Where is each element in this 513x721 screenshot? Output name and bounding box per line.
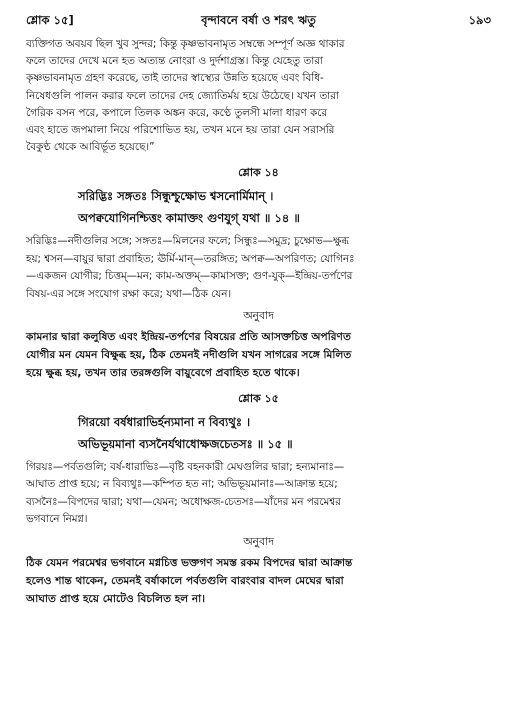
verse-14-translation-heading: অনুবাদ: [243, 309, 274, 323]
verse-15-translation-heading: অনুবাদ: [243, 534, 274, 548]
verse-14-title: শ্লোক ১৪: [238, 166, 279, 180]
verse-15-synonyms: গিরয়ঃ—পর্বতগুলি; বর্ষ-ধারাভিঃ—বৃষ্টি বহনকারী মেঘগুলির দ্বারা; হন্যমানাঃ— আঘাত প্রাপ্ত হয়ে; ন বিব্যথুঃ—কম্পিত হত না; অভিভূয়মানাঃ—আক্রান্ত হয়ে; ব্যসনৈঃ—বিপদের দ্বারা; যথা—যেমন; অধোক্ষজ-চেতসঃ—যাঁদের মন পরমেশ্বর ভগবানে নিমগ্ন।: [26, 461, 345, 526]
verse-15-title: শ্লোক ১৫: [238, 392, 279, 406]
verse-15-translation: ঠিক যেমন পরমেশ্বর ভগবানে মগ্নচিত্ত ভক্তগণ সমস্ত রকম বিপদের দ্বারা আক্রান্ত হলেও শান্ত থাকেন, তেমনই বর্ষাকালে পর্বতগুলি বারংবার বাদল মেঘের দ্বারা আঘাত প্রাপ্ত হয়ে মোটেও বিচলিত হল না।: [26, 556, 353, 605]
verse-14-translation: কামনার দ্বারা কলুষিত এবং ইন্দ্রিয়-তর্পণের বিষয়ের প্রতি আসক্তচিত্ত অপরিণত যোগীর মন যেমন বিক্ষুব্ধ হয়, ঠিক তেমনই নদীগুলি যখন সাগরের সঙ্গে মিলিত হয়ে ক্ষুব্ধ হয়, তখন তার তরঙ্গগুলি বায়ুবেগে প্রবাহিত হতে থাকে।: [26, 331, 352, 380]
page-number: ১৯৩: [468, 13, 491, 27]
verse-15-text: গিরয়ো বর্ষধারাভির্হন্যমানা ন বিব্যথুঃ । অভিভূয়মানা ব্যসনৈর্যথাধোক্ষজচেতসঃ ॥ ১৫ ॥: [78, 415, 293, 452]
chapter-title: বৃন্দাবনে বর্ষা ও শরৎ ঋতু: [201, 13, 316, 27]
verse-14-text: সরিদ্ভিঃ সঙ্গতঃ সিন্ধুশ্চুক্ষোভ শ্বসনোর্মিমান্ । অপক্বযোগিনশ্চিত্তং কামাক্তং গুণযুগ্ যথা ॥ ১৪ ॥: [78, 189, 300, 226]
purport-paragraph: ব্যক্তিগত অবয়ব ছিল খুব সুন্দর; কিন্তু কৃষ্ণভাবনামৃত সম্বন্ধে সম্পূর্ণ অজ্ঞ থাকার ফলে তাদের দেখে মনে হত অত্যন্ত নোংরা ও দুর্দশাগ্রস্ত। কিন্তু যেহেতু তারা কৃষ্ণভাবনামৃত গ্রহণ করেছে, তাই তাদের স্বাস্থ্যের উন্নতি হয়েছে এবং বিধি- নিষেধগুলি পালন করার ফলে তাদের দেহ জ্যোতির্ময় হয়ে উঠেছে। যখন তারা গৈরিক বসন পরে, কপালে তিলক অঙ্কন করে, কণ্ঠে তুলসী মালা ধারণ করে এবং হাতে জপমালা নিয়ে পরিশোভিত হয়, তখন মনে হয় তারা যেন সরাসরি বৈকুণ্ঠ থেকে আবির্ভূত হয়েছে।”: [26, 38, 345, 154]
page-header: [26, 8, 491, 30]
verse-reference: শ্লোক ১৫]: [26, 13, 74, 27]
verse-14-synonyms: সরিদ্ভিঃ—নদীগুলির সঙ্গে; সঙ্গতঃ—মিলনের ফলে; সিন্ধুঃ—সমুদ্র; চুক্ষোভ—ক্ষুব্ধ হয়; শ্বসন—বায়ুর দ্বারা প্রবাহিত; ঊর্মি-মান্—তরঙ্গিত; অপক্ব—অপরিণত; যোগিনঃ —একজন যোগীর; চিত্তম্—মন; কাম-অক্তম্—কামাসক্ত; গুণ-যুক্—ইন্দ্রিয়-তর্পণের বিষয়-এর সঙ্গে সংযোগ রক্ষা করে; যথা—ঠিক যেন।: [26, 235, 355, 300]
